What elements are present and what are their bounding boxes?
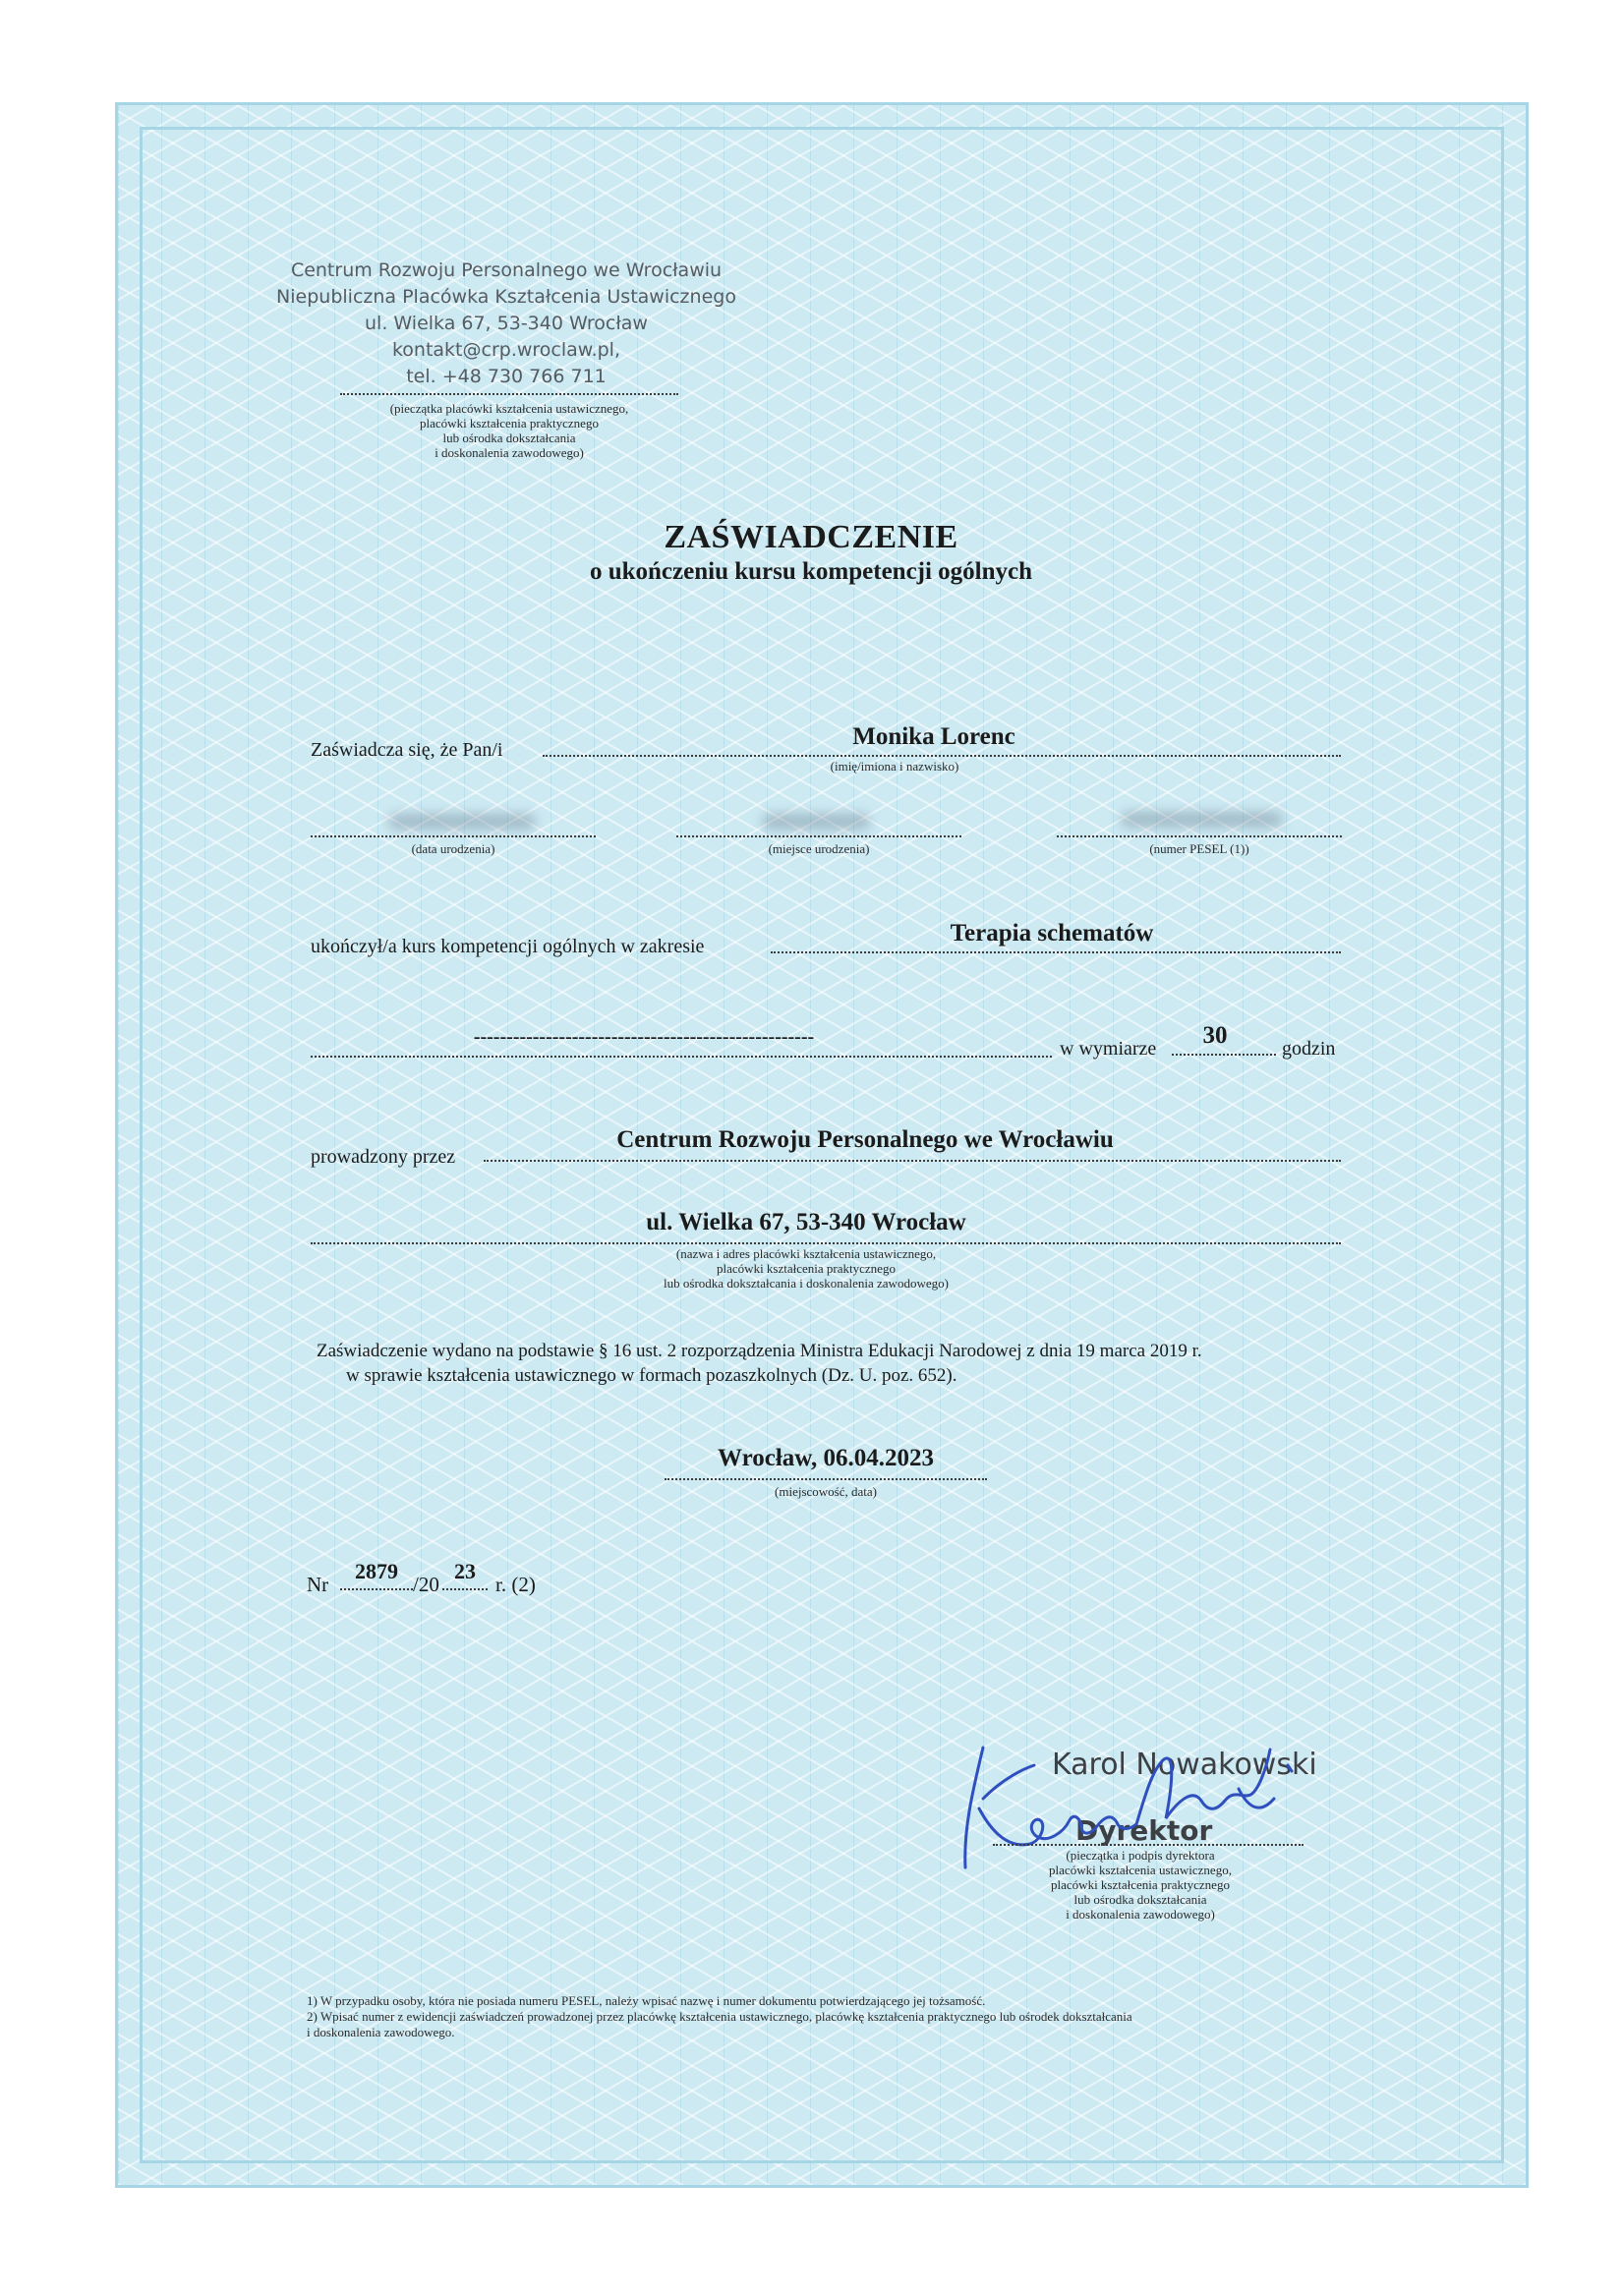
birth-place-caption: (miejsce urodzenia) [768,841,870,856]
pesel-redacted [1121,812,1283,828]
number-middle: /20 [413,1573,439,1596]
person-name-line [543,755,1341,757]
place-date-line [665,1478,987,1480]
place-date-caption: (miejscowość, data) [775,1484,877,1499]
issuer-stamp-line [340,393,678,395]
document-subtitle: o ukończeniu kursu kompetencji ogólnych [589,558,1033,585]
director-role: Dyrektor [1075,1814,1213,1847]
scope-label: w wymiarze [1060,1038,1157,1060]
issuer-email: kontakt@crp.wroclaw.pl, [391,339,621,361]
number-year: 23 [454,1559,476,1583]
footnote-1: 1) W przypadku osoby, która nie posiada numeru PESEL, należy wpisać nazwę i numer dokumentu potwierdzającego jej tożsamość. [307,1993,986,2008]
legal-basis-line1: Zaświadczenie wydano na podstawie § 16 ust. 2 rozporządzenia Ministra Edukacji Narodowej z dnia 19 marca 2019 r. [317,1341,1202,1361]
provider-name: Centrum Rozwoju Personalnego we Wrocławiu [616,1126,1114,1153]
footnote-2-cont: i doskonalenia zawodowego. [307,2025,455,2039]
director-name: Karol Nowakowski [1052,1748,1317,1782]
issuer-name: Centrum Rozwoju Personalnego we Wrocławiu [290,259,723,281]
person-name: Monika Lorenc [852,723,1015,750]
document-title: ZAŚWIADCZENIE [664,519,958,555]
number-line [340,1588,413,1590]
issuer-address: ul. Wielka 67, 53-340 Wrocław [365,313,648,334]
signature-line [993,1844,1304,1846]
birth-date-caption: (data urodzenia) [411,841,495,856]
course-topic: Terapia schematów [950,920,1154,947]
provider-caption: (nazwa i adres placówki kształcenia ustawicznego, placówki kształcenia praktycznego lub ośrodka dokształcania i doskonalenia zawodowego) [664,1246,949,1291]
provider-address-line [311,1242,1341,1244]
issuer-stamp-caption: (pieczątka placówki kształcenia ustawicznego, placówki kształcenia praktycznego lub ośrodka dokształcania i doskonalenia zawodowego) [389,401,629,460]
hours-line [1172,1054,1276,1056]
hours-label: godzin [1282,1038,1336,1060]
footnotes [307,1993,1349,2040]
footnote-2: 2) Wpisać numer z ewidencji zaświadczeń prowadzonej przez placówkę kształcenia ustawicznego, placówkę kształcenia praktycznego lub ośrodek dokształcania [307,2009,1132,2024]
signature-caption: (pieczątka i podpis dyrektora placówki kształcenia ustawicznego, placówki kształcenia praktycznego lub ośrodka dokształcania i doskonalenia zawodowego) [1049,1848,1232,1922]
provider-address: ul. Wielka 67, 53-340 Wrocław [646,1209,966,1235]
legal-basis-line2: w sprawie kształcenia ustawicznego w formach pozaszkolnych (Dz. U. poz. 652). [346,1365,957,1386]
issuer-stamp [265,258,747,390]
number-prefix: Nr [307,1573,329,1596]
issuer-type: Niepubliczna Placówka Kształcenia Ustawicznego [276,286,736,308]
place-date: Wrocław, 06.04.2023 [718,1445,934,1471]
number-suffix: r. (2) [495,1573,536,1596]
course-continuation-line [311,1056,1052,1058]
pesel-line [1057,835,1342,837]
birth-place-redacted [762,814,870,830]
person-intro: Zaświadcza się, że Pan/i [311,739,503,761]
provider-name-line [484,1160,1341,1162]
provider-intro: prowadzony przez [311,1146,456,1168]
person-name-caption: (imię/imiona i nazwisko) [830,759,959,774]
birth-place-line [676,835,961,837]
birth-date-redacted [388,814,536,830]
course-topic-line [771,951,1341,953]
number-value: 2879 [355,1559,398,1583]
course-intro: ukończył/a kurs kompetencji ogólnych w zakresie [311,936,705,957]
birth-date-line [311,835,596,837]
pesel-caption: (numer PESEL (1)) [1149,841,1249,856]
course-hours: 30 [1202,1022,1228,1049]
year-line [442,1588,488,1590]
course-continuation: ---------------------------------------------------- [473,1026,815,1048]
issuer-phone: tel. +48 730 766 711 [406,366,607,387]
